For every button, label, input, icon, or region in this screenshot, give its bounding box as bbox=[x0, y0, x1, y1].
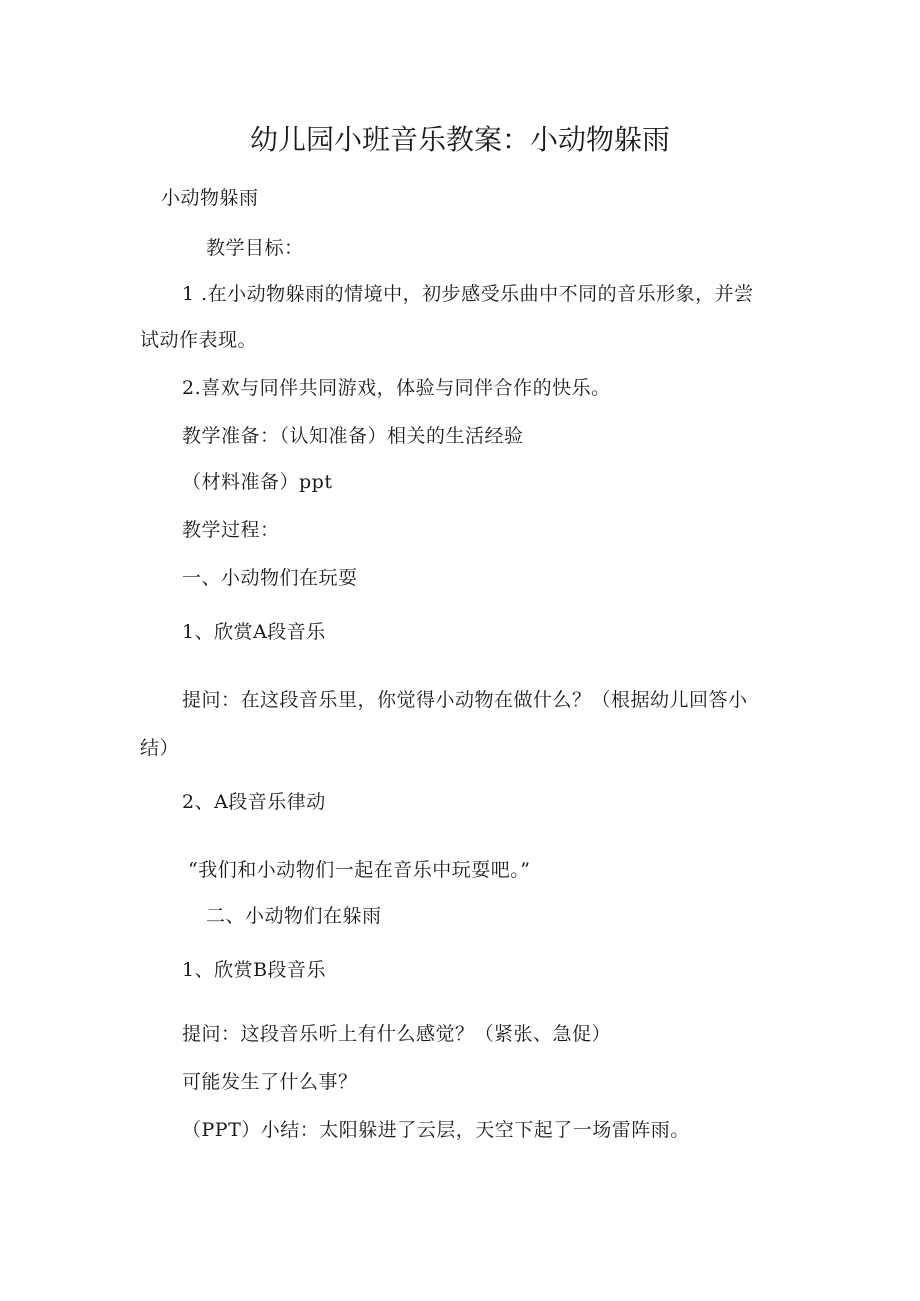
step-2-1: 1、欣赏B段音乐 bbox=[182, 959, 327, 981]
preparation-materials: （材料准备）ppt bbox=[182, 471, 333, 493]
summary-2: （PPT）小结：太阳躲进了云层，天空下起了一场雷阵雨。 bbox=[182, 1119, 690, 1141]
step-1-2: 2、A段音乐律动 bbox=[182, 791, 326, 813]
step-1-1: 1、欣赏A段音乐 bbox=[182, 621, 326, 643]
question-1-line-2: 结） bbox=[140, 737, 180, 759]
goal-1-line-2: 试动作表现。 bbox=[140, 329, 258, 351]
question-1-line-1: 提问：在这段音乐里，你觉得小动物在做什么？（根据幼儿回答小 bbox=[182, 689, 748, 711]
question-2-followup: 可能发生了什么事？ bbox=[182, 1071, 358, 1093]
question-2: 提问：这段音乐听上有什么感觉？（紧张、急促） bbox=[182, 1023, 612, 1045]
quote-1: “我们和小动物们一起在音乐中玩耍吧。” bbox=[188, 859, 531, 881]
document-title: 幼儿园小班音乐教案：小动物躲雨 bbox=[249, 123, 670, 156]
section-2-heading: 二、小动物们在躲雨 bbox=[206, 905, 382, 927]
goal-1-line-1: 1 .在小动物躲雨的情境中，初步感受乐曲中不同的音乐形象，并尝 bbox=[182, 283, 754, 305]
preparation-cognitive: 教学准备：（认知准备）相关的生活经验 bbox=[182, 425, 524, 447]
goal-2: 2.喜欢与同伴共同游戏，体验与同伴合作的快乐。 bbox=[182, 377, 611, 399]
section-1-heading: 一、小动物们在玩耍 bbox=[182, 567, 358, 589]
goals-heading: 教学目标： bbox=[206, 237, 304, 259]
subtitle: 小动物躲雨 bbox=[161, 187, 259, 209]
process-heading: 教学过程： bbox=[182, 519, 280, 541]
